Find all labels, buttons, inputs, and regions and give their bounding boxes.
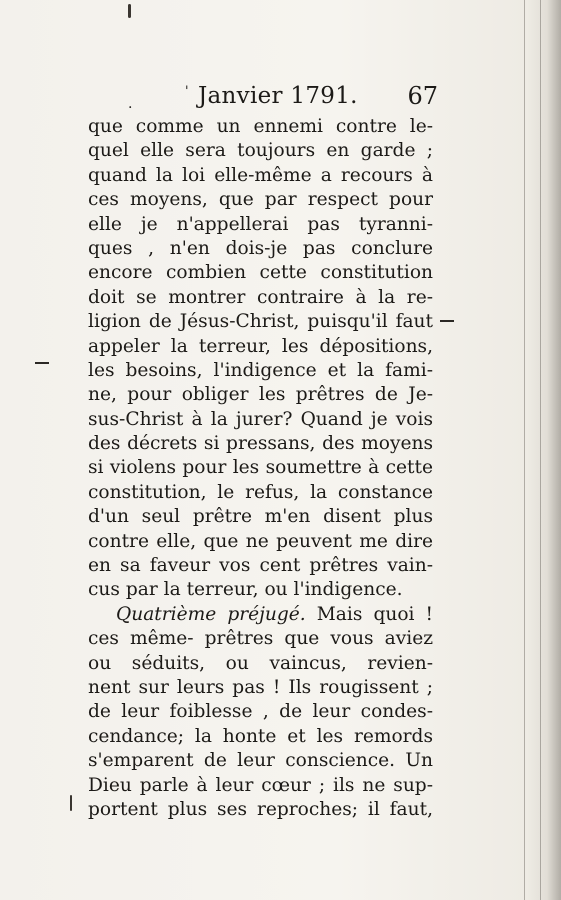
text-line: constitution, le refus, la constance xyxy=(88,481,433,503)
body-text xyxy=(88,115,433,822)
text-line: ou séduits, ou vaincus, revien- xyxy=(88,652,433,674)
text-line: de leur foiblesse , de leur condes- xyxy=(88,701,433,723)
paragraph-opening-line xyxy=(88,603,433,627)
text-line: ne, pour obliger les prêtres de Je- xyxy=(88,384,433,406)
page-number: 67 xyxy=(407,82,438,110)
text-line: s'emparent de leur conscience. Un xyxy=(88,750,433,772)
page-edge-line xyxy=(524,0,525,900)
header-dot: . xyxy=(128,96,133,112)
text-line: quel elle sera toujours en garde ; xyxy=(88,140,433,162)
text-line-paragraph-end: cus par la terreur, ou l'indigence. xyxy=(88,579,403,601)
running-header xyxy=(128,80,438,114)
margin-speck xyxy=(128,4,131,18)
text-line: en sa faveur vos cent prêtres vain- xyxy=(88,555,433,577)
text-line: doit se montrer contraire à la re- xyxy=(88,286,433,308)
paragraph-opening-rest: Mais quoi ! xyxy=(305,603,434,625)
text-line: portent plus ses reproches; il faut, xyxy=(88,798,433,820)
text-line: ces moyens, que par respect pour xyxy=(88,189,433,211)
text-line: des décrets si pressans, des moyens xyxy=(88,433,433,455)
text-line: les besoins, l'indigence et la fami- xyxy=(88,359,433,381)
margin-speck xyxy=(70,795,72,811)
text-line: encore combien cette constitution xyxy=(88,262,433,284)
text-line: quand la loi elle-même a recours à xyxy=(88,164,433,186)
text-line: que comme un ennemi contre le- xyxy=(88,116,433,137)
margin-mark xyxy=(35,362,49,364)
text-line: ligion de Jésus-Christ, puisqu'il faut xyxy=(88,311,433,333)
text-line: sus-Christ à la jurer? Quand je vois xyxy=(88,408,433,430)
text-line: elle je n'appellerai pas tyranni- xyxy=(88,213,433,235)
text-line: appeler la terreur, les dépositions, xyxy=(88,335,433,357)
page-edge-shadow xyxy=(547,0,561,900)
text-line: Dieu parle à leur cœur ; ils ne sup- xyxy=(88,774,433,796)
header-tick: ' xyxy=(185,84,189,99)
section-lead-italic: Quatrième préjugé. xyxy=(116,603,306,625)
text-line: cendance; la honte et les remords xyxy=(88,725,433,747)
margin-mark xyxy=(440,320,454,322)
text-line: contre elle, que ne peuvent me dire xyxy=(88,530,433,552)
text-line: nent sur leurs pas ! Ils rougissent ; xyxy=(88,676,433,698)
text-line: ques , n'en dois-je pas conclure xyxy=(88,237,433,259)
text-line: ces même- prêtres que vous aviez xyxy=(88,628,433,650)
page-edge-line xyxy=(540,0,541,900)
text-line: si violens pour les soumettre à cette xyxy=(88,457,433,479)
text-line: d'un seul prêtre m'en disent plus xyxy=(88,506,433,528)
running-title: Janvier 1791. xyxy=(198,83,358,109)
